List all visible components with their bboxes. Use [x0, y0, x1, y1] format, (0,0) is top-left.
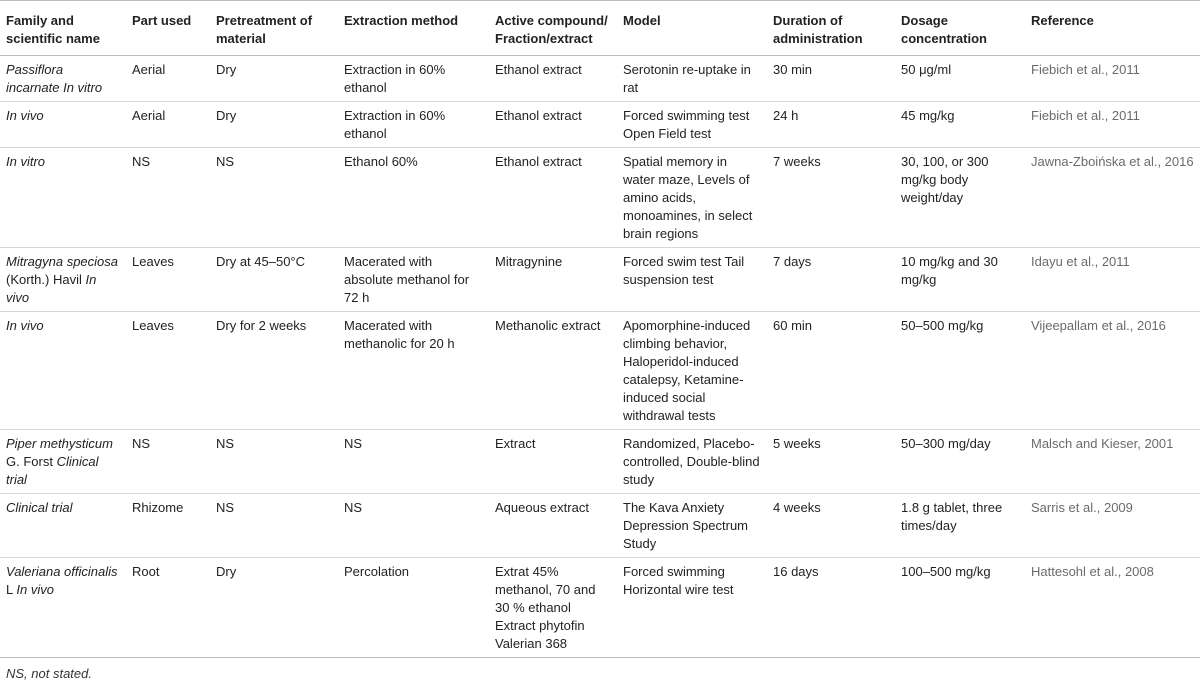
cell-dosage: 45 mg/kg — [895, 102, 1025, 148]
cell-extraction: Macerated with methanolic for 20 h — [338, 312, 489, 430]
cell-duration: 5 weeks — [767, 430, 895, 494]
column-header: Family and scientific name — [0, 1, 126, 56]
cell-duration: 4 weeks — [767, 494, 895, 558]
cell-part: Root — [126, 558, 210, 658]
cell-pretreatment: NS — [210, 148, 338, 248]
table-row — [0, 430, 1200, 494]
table-row — [0, 148, 1200, 248]
cell-duration: 16 days — [767, 558, 895, 658]
column-header: Model — [617, 1, 767, 56]
cell-model: Serotonin re-uptake in rat — [617, 56, 767, 102]
cell-pretreatment: NS — [210, 494, 338, 558]
cell-model: The Kava Anxiety Depression Spectrum Study — [617, 494, 767, 558]
cell-name: Passiflora incarnate In vitro — [0, 56, 126, 102]
cell-extraction: Macerated with absolute methanol for 72 h — [338, 248, 489, 312]
cell-model: Forced swim test Tail suspension test — [617, 248, 767, 312]
cell-dosage: 50–500 mg/kg — [895, 312, 1025, 430]
table-row — [0, 494, 1200, 558]
column-header: Part used — [126, 1, 210, 56]
cell-extraction: Extraction in 60% ethanol — [338, 56, 489, 102]
table-row — [0, 102, 1200, 148]
cell-pretreatment: Dry — [210, 56, 338, 102]
cell-name: Valeriana officinalis L In vivo — [0, 558, 126, 658]
column-header: Active compound/ Fraction/extract — [489, 1, 617, 56]
cell-compound: Extrat 45% methanol, 70 and 30 % ethanol Extract phytofin Valerian 368 — [489, 558, 617, 658]
cell-extraction: Ethanol 60% — [338, 148, 489, 248]
cell-reference: Fiebich et al., 2011 — [1025, 102, 1200, 148]
cell-name: In vivo — [0, 102, 126, 148]
cell-part: NS — [126, 148, 210, 248]
cell-reference: Vijeepallam et al., 2016 — [1025, 312, 1200, 430]
column-header: Extraction method — [338, 1, 489, 56]
cell-model: Randomized, Placebo-controlled, Double-blind study — [617, 430, 767, 494]
cell-duration: 7 days — [767, 248, 895, 312]
cell-compound: Aqueous extract — [489, 494, 617, 558]
cell-dosage: 30, 100, or 300 mg/kg body weight/day — [895, 148, 1025, 248]
cell-dosage: 50–300 mg/day — [895, 430, 1025, 494]
cell-extraction: Extraction in 60% ethanol — [338, 102, 489, 148]
cell-extraction: Percolation — [338, 558, 489, 658]
cell-part: Aerial — [126, 56, 210, 102]
cell-name: In vitro — [0, 148, 126, 248]
cell-extraction: NS — [338, 494, 489, 558]
cell-compound: Extract — [489, 430, 617, 494]
cell-reference: Malsch and Kieser, 2001 — [1025, 430, 1200, 494]
column-header: Dosage concentration — [895, 1, 1025, 56]
cell-compound: Methanolic extract — [489, 312, 617, 430]
cell-pretreatment: Dry for 2 weeks — [210, 312, 338, 430]
cell-duration: 60 min — [767, 312, 895, 430]
cell-extraction: NS — [338, 430, 489, 494]
cell-reference: Hattesohl et al., 2008 — [1025, 558, 1200, 658]
table-row — [0, 312, 1200, 430]
cell-pretreatment: Dry — [210, 558, 338, 658]
cell-dosage: 50 μg/ml — [895, 56, 1025, 102]
cell-compound: Mitragynine — [489, 248, 617, 312]
cell-model: Spatial memory in water maze, Levels of amino acids, monoamines, in select brain regions — [617, 148, 767, 248]
table-header-row — [0, 1, 1200, 56]
cell-model: Apomorphine-induced climbing behavior, Haloperidol-induced catalepsy, Ketamine-induced social withdrawal tests — [617, 312, 767, 430]
cell-pretreatment: Dry at 45–50°C — [210, 248, 338, 312]
cell-part: Aerial — [126, 102, 210, 148]
cell-reference: Sarris et al., 2009 — [1025, 494, 1200, 558]
cell-reference: Jawna-Zboińska et al., 2016 — [1025, 148, 1200, 248]
cell-model: Forced swimming test Open Field test — [617, 102, 767, 148]
cell-part: NS — [126, 430, 210, 494]
table-row — [0, 56, 1200, 102]
table-row — [0, 248, 1200, 312]
cell-name: In vivo — [0, 312, 126, 430]
cell-duration: 7 weeks — [767, 148, 895, 248]
table-footnote: NS, not stated. — [6, 666, 92, 681]
cell-compound: Ethanol extract — [489, 148, 617, 248]
column-header: Pretreatment of material — [210, 1, 338, 56]
cell-part: Leaves — [126, 312, 210, 430]
table-row — [0, 558, 1200, 658]
cell-dosage: 10 mg/kg and 30 mg/kg — [895, 248, 1025, 312]
cell-duration: 30 min — [767, 56, 895, 102]
cell-pretreatment: Dry — [210, 102, 338, 148]
cell-duration: 24 h — [767, 102, 895, 148]
cell-reference: Fiebich et al., 2011 — [1025, 56, 1200, 102]
cell-dosage: 1.8 g tablet, three times/day — [895, 494, 1025, 558]
cell-name: Mitragyna speciosa (Korth.) Havil In vivo — [0, 248, 126, 312]
cell-name: Piper methysticum G. Forst Clinical trial — [0, 430, 126, 494]
cell-part: Rhizome — [126, 494, 210, 558]
cell-compound: Ethanol extract — [489, 56, 617, 102]
column-header: Reference — [1025, 1, 1200, 56]
column-header: Duration of administration — [767, 1, 895, 56]
cell-reference: Idayu et al., 2011 — [1025, 248, 1200, 312]
cell-dosage: 100–500 mg/kg — [895, 558, 1025, 658]
cell-name: Clinical trial — [0, 494, 126, 558]
cell-pretreatment: NS — [210, 430, 338, 494]
cell-compound: Ethanol extract — [489, 102, 617, 148]
cell-part: Leaves — [126, 248, 210, 312]
cell-model: Forced swimming Horizontal wire test — [617, 558, 767, 658]
